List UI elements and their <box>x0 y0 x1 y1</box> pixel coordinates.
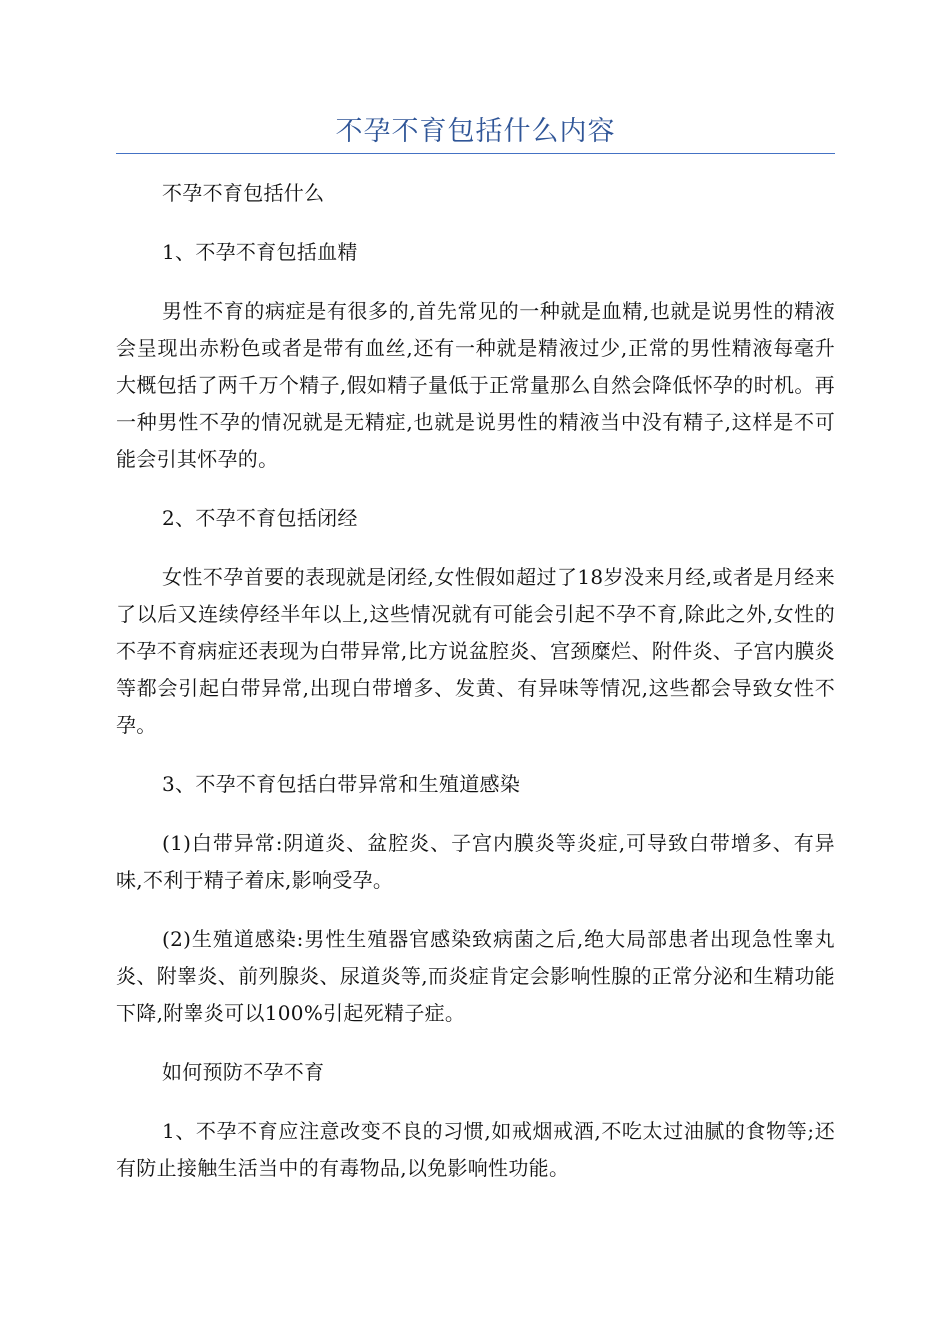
subheading: 2、不孕不育包括闭经 <box>162 506 358 530</box>
subheading: 3、不孕不育包括白带异常和生殖道感染 <box>162 772 521 796</box>
body-paragraph: (2)生殖道感染:男性生殖器官感染致病菌之后,绝大局部患者出现急性睾丸炎、附睾炎、前列腺炎、尿道炎等,而炎症肯定会影响性腺的正常分泌和生精功能下降,附睾炎可以100%引起死精子症。 <box>116 927 835 1025</box>
section-heading: 不孕不育包括什么 <box>162 181 325 205</box>
subheading: 1、不孕不育包括血精 <box>162 240 358 264</box>
document-body <box>116 175 835 1209</box>
section-heading: 如何预防不孕不育 <box>162 1060 325 1084</box>
document-title: 不孕不育包括什么内容 <box>335 116 616 147</box>
body-paragraph: (1)白带异常:阴道炎、盆腔炎、子宫内膜炎等炎症,可导致白带增多、有异味,不利于精子着床,影响受孕。 <box>116 831 835 892</box>
title-underline <box>116 153 835 154</box>
body-paragraph: 男性不育的病症是有很多的,首先常见的一种就是血精,也就是说男性的精液会呈现出赤粉色或者是带有血丝,还有一种就是精液过少,正常的男性精液每毫升大概包括了两千万个精子,假如精子量低于正常量那么自然会降低怀孕的时机。再一种男性不孕的情况就是无精症,也就是说男性的精液当中没有精子,这样是不可能会引其怀孕的。 <box>116 299 835 471</box>
body-paragraph: 1、不孕不育应注意改变不良的习惯,如戒烟戒酒,不吃太过油腻的食物等;还有防止接触生活当中的有毒物品,以免影响性功能。 <box>116 1119 835 1180</box>
body-paragraph: 女性不孕首要的表现就是闭经,女性假如超过了18岁没来月经,或者是月经来了以后又连续停经半年以上,这些情况就有可能会引起不孕不育,除此之外,女性的不孕不育病症还表现为白带异常,比方说盆腔炎、宫颈糜烂、附件炎、子宫内膜炎等都会引起白带异常,出现白带增多、发黄、有异味等情况,这些都会导致女性不孕。 <box>116 565 835 737</box>
